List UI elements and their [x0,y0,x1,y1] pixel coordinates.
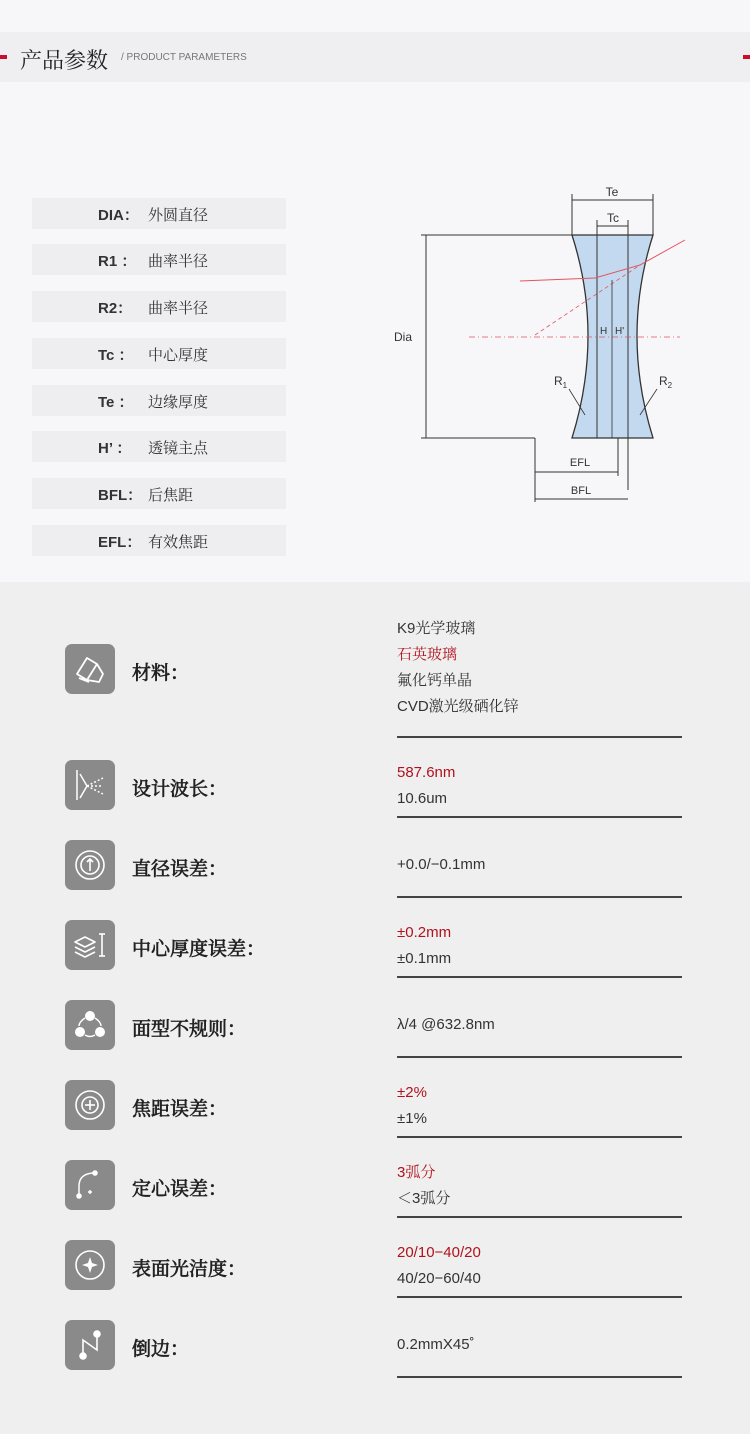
spec-value: CVD激光级硒化锌 [397,698,519,715]
thickness-icon [65,920,115,970]
spec-divider [397,976,682,978]
focal-icon [65,1080,115,1130]
param-key: BFL： [98,487,143,504]
spec-label: 表面光洁度： [132,1258,247,1280]
param-key: EFL： [98,534,142,551]
h-prime-label: H' [615,326,625,337]
param-key: R2： [98,300,133,317]
spec-values [397,1012,681,1038]
spec-label: 焦距误差： [132,1098,228,1120]
spec-label: 中心厚度误差： [132,938,266,960]
spec-label: 面型不规则： [132,1018,247,1040]
param-key: Te ： [98,394,134,411]
spec-value: λ/4 @632.8nm [397,1016,495,1033]
param-value: 边缘厚度 [148,393,209,411]
material-icon [65,644,115,694]
param-value: 透镜主点 [148,439,209,457]
param-row-efl [32,525,286,556]
spec-value: ±1% [397,1110,427,1127]
te-label: Te [605,185,619,199]
spec-value-highlight: 20/10−40/20 [397,1244,481,1261]
spec-value-highlight: 石英玻璃 [397,646,458,663]
spec-divider [397,736,682,738]
diameter-icon [65,840,115,890]
spec-values [397,1080,681,1132]
param-value: 中心厚度 [148,346,209,364]
spec-label: 设计波长： [132,778,228,800]
spec-label: 直径误差： [132,858,228,880]
bevel-icon [65,1320,115,1370]
param-row-dia [32,198,286,229]
param-row-te [32,385,286,416]
spec-divider [397,1136,682,1138]
spec-values [397,616,681,720]
spec-label: 材料： [132,662,190,684]
page-subtitle: / PRODUCT PARAMETERS [121,52,247,63]
page-title: 产品参数 [20,49,109,74]
spec-values [397,1332,681,1358]
spec-value: 0.2mmX45˚ [397,1336,475,1353]
spec-divider [397,1376,682,1378]
param-value: 有效焦距 [148,533,209,551]
dia-label: Dia [394,330,413,344]
efl-label: EFL [569,457,591,469]
spec-value-highlight: ±2% [397,1084,427,1101]
tc-label: Tc [607,211,619,225]
spec-value-highlight: ±0.2mm [397,924,452,941]
spec-values [397,852,681,878]
section-header [0,32,750,82]
param-key: Tc ： [98,347,134,364]
param-row-h [32,431,286,462]
spec-value: ＜3弧分 [397,1190,451,1207]
spec-value-highlight: 3弧分 [397,1164,436,1181]
spec-value: 10.6um [397,790,448,807]
param-row-tc [32,338,286,369]
spec-values [397,920,681,972]
specifications-section [0,582,750,1434]
spec-value: K9光学玻璃 [397,620,476,637]
param-value: 后焦距 [148,486,194,504]
spec-divider [397,896,682,898]
centering-icon [65,1160,115,1210]
wavelength-icon [65,760,115,810]
bfl-label: BFL [570,485,592,497]
spec-values [397,760,681,812]
h-label: H [600,326,608,337]
param-row-r2 [32,291,286,322]
surface-icon [65,1000,115,1050]
r1-label: $R_1$ [554,374,568,390]
spec-label: 定心误差： [132,1178,228,1200]
param-row-bfl [32,478,286,509]
param-value: 曲率半径 [148,299,209,317]
lens-diagram [385,180,705,510]
spec-value: 氟化钙单晶 [397,672,473,689]
param-value: 外圆直径 [148,206,209,224]
spec-divider [397,816,682,818]
param-row-r1 [32,244,286,275]
param-value: 曲率半径 [148,252,209,270]
spec-divider [397,1056,682,1058]
spec-values [397,1160,681,1212]
spec-value: +0.0/−0.1mm [397,856,486,873]
header-accent-right [743,55,750,59]
param-key: DIA： [98,207,139,224]
spec-value: ±0.1mm [397,950,452,967]
spec-divider [397,1216,682,1218]
param-key: H’ ： [98,440,132,457]
spec-label: 倒边： [132,1338,190,1360]
finish-icon [65,1240,115,1290]
param-key: R1 ： [98,253,137,270]
spec-value: 40/20−60/40 [397,1270,481,1287]
r2-label: $R_2$ [659,374,673,390]
spec-divider [397,1296,682,1298]
spec-value-highlight: 587.6nm [397,764,456,781]
header-accent-left [0,55,7,59]
lens-body [572,235,653,438]
spec-values [397,1240,681,1292]
